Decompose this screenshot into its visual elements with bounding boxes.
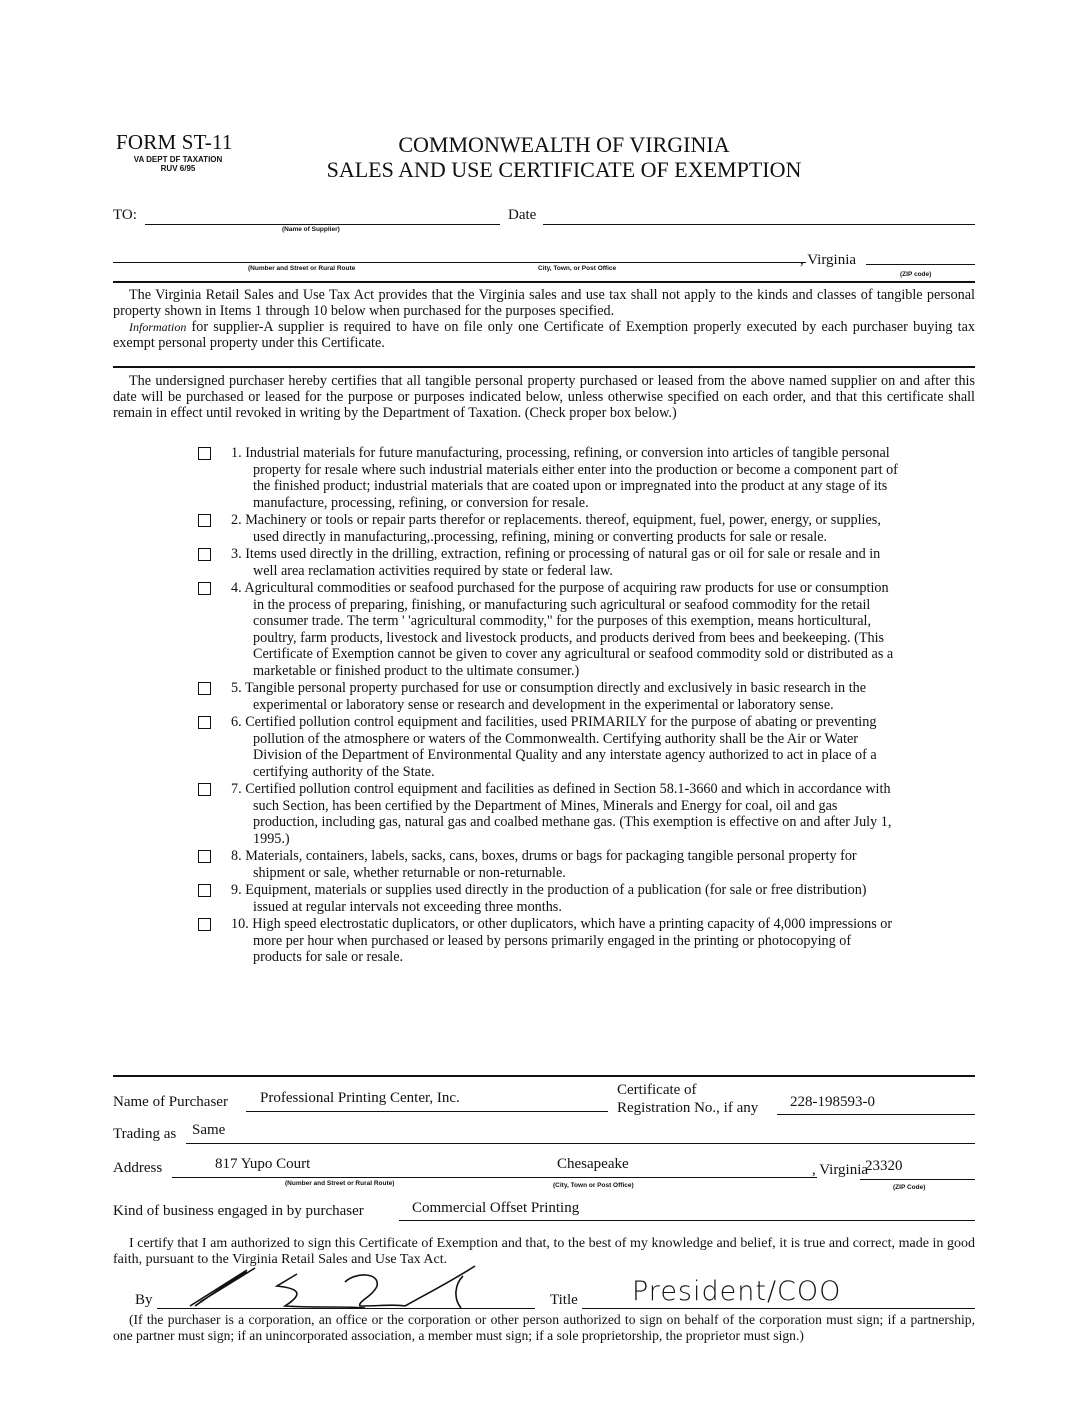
item-number: 7. bbox=[231, 781, 242, 797]
title-field[interactable] bbox=[582, 1308, 975, 1309]
registration-label-line1: Certificate of bbox=[617, 1082, 697, 1098]
page-subtitle: SALES AND USE CERTIFICATE OF EXEMPTION bbox=[326, 157, 802, 182]
signing-note bbox=[113, 1312, 975, 1344]
exemption-item-1 bbox=[198, 445, 898, 511]
business-field[interactable] bbox=[399, 1220, 975, 1221]
exemption-items-list bbox=[198, 445, 898, 967]
trading-as-label: Trading as bbox=[113, 1126, 177, 1142]
city-value: Chesapeake bbox=[557, 1156, 629, 1172]
exemption-item-6 bbox=[198, 714, 898, 780]
supplier-info-text: for supplier-A supplier is required to have on file only one Certificate of Exemption properly executed by each purchaser buying tax exempt personal property under this Certificate. bbox=[113, 319, 975, 351]
item-text: High speed electrostatic duplicators, or other duplicators, which have a printing capacity of 4,000 impressions or more per hour when purchased or leased by persons primarily engaged in the printing or photocopying of products for sale or resale. bbox=[252, 916, 893, 965]
zip-field[interactable] bbox=[860, 1179, 975, 1180]
date-label: Date bbox=[508, 207, 537, 223]
item-text: Certified pollution control equipment and facilities as defined in Section 58.1-3660 and which in accordance with such Section, has been certified by the Department of Mines, Minerals and Energy for coal, oil and gas production, including gas, natural gas and coalbed methane gas. (This exemption is effective on and after July 1, 1995.) bbox=[245, 781, 892, 847]
information-label: Information bbox=[129, 320, 187, 334]
city-caption: (City, Town or Post Office) bbox=[553, 1182, 634, 1189]
item-text: Certified pollution control equipment and facilities, used PRIMARILY for the purpose of abating or preventing pollution of the atmosphere or waters of the Commonwealth. Certifying authority shall be the Air or Water Division of the Department of Environmental Quality and any interstate agency authorized to act in place of a certifying authority of the State. bbox=[245, 714, 877, 780]
item-number: 6. bbox=[231, 714, 242, 730]
item-text: Materials, containers, labels, sacks, cans, boxes, drums or bags for packaging tangible personal property for shipment or sale, whether returnable or non-returnable. bbox=[245, 848, 857, 881]
zip-caption: (ZIP Code) bbox=[893, 1184, 926, 1191]
to-label: TO: bbox=[113, 207, 137, 223]
purchaser-name-value: Professional Printing Center, Inc. bbox=[260, 1090, 460, 1106]
revision-line: RUV 6/95 bbox=[160, 164, 196, 173]
trading-as-field[interactable] bbox=[186, 1143, 975, 1144]
address-label: Address bbox=[113, 1160, 163, 1176]
page-title: COMMONWEALTH OF VIRGINIA bbox=[398, 132, 730, 157]
certification-text: I certify that I am authorized to sign this Certificate of Exemption and that, to the best of my knowledge and belief, it is true and correct, made in good faith, pursuant to the Virginia Retail Sales and Use Tax Act. bbox=[113, 1236, 975, 1267]
exemption-item-10 bbox=[198, 916, 898, 966]
title-value: President/COO bbox=[632, 1276, 842, 1307]
street-caption: (Number and Street or Rural Route bbox=[248, 265, 356, 272]
checkbox[interactable] bbox=[198, 884, 211, 897]
item-number: 4. bbox=[231, 580, 242, 596]
checkbox[interactable] bbox=[198, 582, 211, 595]
item-number: 5. bbox=[231, 680, 242, 696]
business-label: Kind of business engaged in by purchaser bbox=[113, 1203, 364, 1219]
form-id: FORM ST-11 bbox=[116, 130, 233, 154]
exemption-item-9 bbox=[198, 882, 898, 915]
checkbox[interactable] bbox=[198, 447, 211, 460]
exemption-item-7 bbox=[198, 781, 898, 847]
checkbox[interactable] bbox=[198, 548, 211, 561]
checkbox[interactable] bbox=[198, 716, 211, 729]
title-label: Title bbox=[550, 1292, 578, 1308]
exemption-item-2 bbox=[198, 512, 898, 545]
exemption-item-3 bbox=[198, 546, 898, 579]
item-text: Machinery or tools or repair parts therefor or replacements. thereof, equipment, fuel, power, energy, or supplies, used directly in manufacturing,.processing, refining, mining or converting products for sale or resale. bbox=[245, 512, 881, 545]
date-field[interactable] bbox=[543, 224, 975, 225]
purchaser-statement: The undersigned purchaser hereby certifies that all tangible personal property purchased or leased from the above named supplier on and after this date will be purchased or leased for the purpose or purposes indicated below, unless otherwise specified on each order, and that this certificate shall remain in effect until revoked in writing by the Department of Taxation. (Check proper box below.) bbox=[113, 373, 975, 421]
city-caption: City, Town, or Post Office bbox=[538, 265, 617, 272]
zip-caption: (ZIP code) bbox=[900, 271, 932, 278]
item-number: 10. bbox=[231, 916, 249, 932]
intro-text bbox=[113, 287, 975, 351]
supplier-address-field[interactable] bbox=[113, 262, 806, 263]
exemption-item-4 bbox=[198, 580, 898, 679]
registration-label bbox=[617, 1081, 758, 1117]
supplier-name-field[interactable] bbox=[145, 224, 500, 225]
registration-label-line2: Registration No., if any bbox=[617, 1100, 759, 1116]
section-divider bbox=[113, 281, 975, 283]
supplier-zip-field[interactable] bbox=[866, 264, 975, 265]
item-text: Tangible personal property purchased for use or consumption directly and exclusively in basic research in the experimental or laboratory sense or research and development in the experimental or laboratory sense. bbox=[244, 680, 867, 713]
intro-paragraph: The Virginia Retail Sales and Use Tax Act provides that the Virginia sales and use tax shall not apply to the kinds and classes of tangible personal property shown in Items 1 through 10 below when purchased for the purposes specified. bbox=[113, 287, 975, 319]
registration-number-value: 228-198593-0 bbox=[790, 1094, 875, 1110]
item-text: Items used directly in the drilling, extraction, refining or processing of natural gas or oil for sale or resale and in well area reclamation activities required by state or federal law. bbox=[245, 546, 881, 579]
checkbox[interactable] bbox=[198, 783, 211, 796]
checkbox[interactable] bbox=[198, 682, 211, 695]
item-number: 8. bbox=[231, 848, 242, 864]
checkbox[interactable] bbox=[198, 850, 211, 863]
department-line: VA DEPT DF TAXATION bbox=[133, 155, 223, 164]
item-text: Equipment, materials or supplies used directly in the production of a publication (for sale or free distribution) issued at regular intervals not exceeding three months. bbox=[245, 882, 867, 915]
state-label: , Virginia bbox=[800, 252, 857, 268]
supplier-info-paragraph bbox=[113, 319, 975, 351]
section-divider bbox=[113, 1075, 975, 1077]
by-label: By bbox=[135, 1292, 153, 1308]
item-number: 2. bbox=[231, 512, 242, 528]
business-value: Commercial Offset Printing bbox=[412, 1200, 580, 1216]
certification-intro bbox=[113, 373, 975, 421]
checkbox[interactable] bbox=[198, 918, 211, 931]
signing-note-text: (If the purchaser is a corporation, an office or the corporation or other person authorized to sign on behalf of the corporation must sign; if a partnership, one partner must sign; if an unincorporated association, a member must sign; if a sole proprietorship, the proprietor must sign.) bbox=[113, 1312, 975, 1343]
purchaser-name-label: Name of Purchaser bbox=[113, 1094, 228, 1110]
item-text: Agricultural commodities or seafood purchased for the purpose of acquiring raw products for use or consumption in the process of preparing, finishing, or manufacturing such agricultural or seafood commodity for the retail consumer trade. The term ' 'agricultural commodity," for the purposes of this exemption, means horticultural, poultry, farm products, livestock and livestock products, and products derived from bees and beekeeping. (This Certificate of Exemption cannot be given to cover any agricultural or seafood commodity sold or distributed as a marketable or finished product to the ultimate consumer.) bbox=[244, 580, 894, 679]
exemption-item-5 bbox=[198, 680, 898, 713]
item-text: Industrial materials for future manufacturing, processing, refining, or conversion into articles of tangible personal property for resale where such industrial materials either enter into the production or become a component part of the finished product; industrial materials that are coated upon or impregnated into the product at any stage of its manufacture, processing, refining, or conversion for resale. bbox=[245, 445, 898, 511]
checkbox[interactable] bbox=[198, 514, 211, 527]
zip-value: 23320 bbox=[865, 1158, 903, 1174]
purchaser-name-field[interactable] bbox=[246, 1111, 608, 1112]
supplier-name-caption: (Name of Supplier) bbox=[282, 226, 340, 233]
registration-field[interactable] bbox=[777, 1114, 975, 1115]
item-number: 1. bbox=[231, 445, 242, 461]
item-number: 3. bbox=[231, 546, 242, 562]
exemption-item-8 bbox=[198, 848, 898, 881]
item-number: 9. bbox=[231, 882, 242, 898]
signature-image bbox=[185, 1262, 525, 1312]
section-divider bbox=[113, 366, 975, 368]
state-label: , Virginia bbox=[812, 1162, 869, 1178]
street-caption: (Number and Street or Rural Route) bbox=[285, 1180, 395, 1187]
trading-as-value: Same bbox=[192, 1122, 226, 1138]
street-value: 817 Yupo Court bbox=[215, 1156, 311, 1172]
address-field[interactable] bbox=[172, 1177, 817, 1178]
